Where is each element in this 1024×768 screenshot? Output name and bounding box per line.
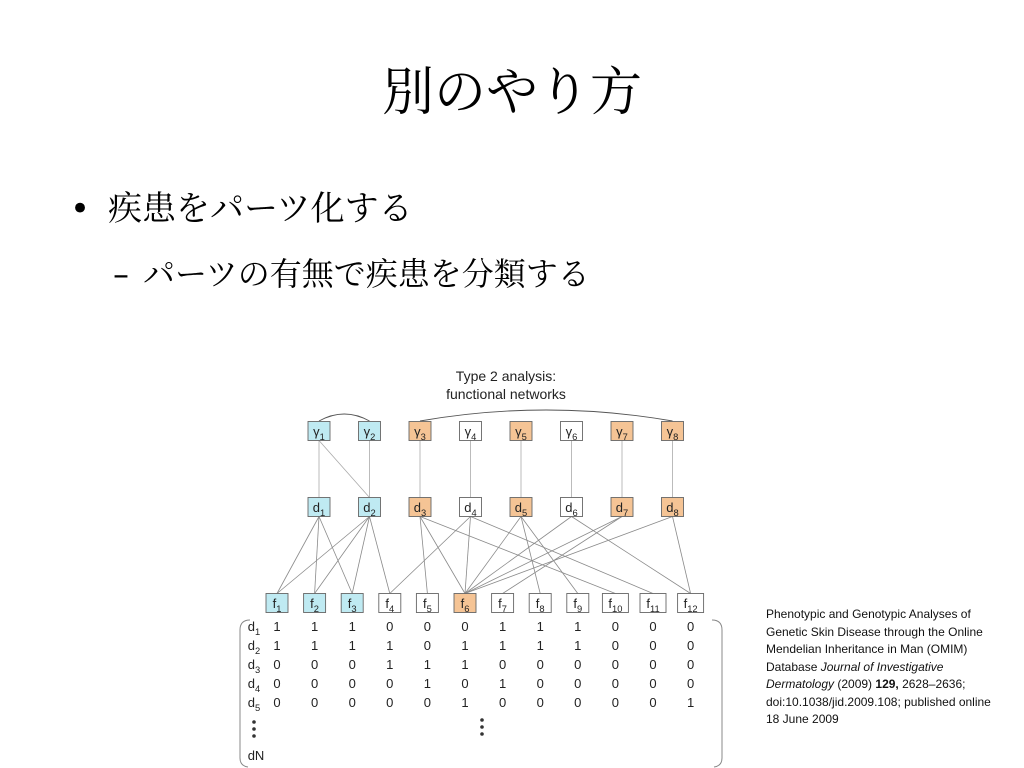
matrix-cell: 0: [574, 657, 582, 672]
network-node-label: $\gamma_5$: [515, 424, 527, 442]
disease-feature-edge: [465, 517, 572, 594]
disease-feature-edge: [673, 517, 691, 594]
disease-feature-edge: [572, 517, 691, 594]
matrix-cell: 0: [273, 657, 281, 672]
matrix-cell: 0: [536, 695, 544, 710]
sub-bullet-item: [113, 252, 590, 296]
ellipsis-dot: [252, 720, 256, 724]
matrix-cell: 0: [386, 676, 394, 691]
disease-node-label: $d_6$: [565, 500, 578, 518]
matrix-cell: 0: [498, 695, 507, 710]
matrix-row-label: $d_2$: [247, 638, 261, 656]
figure-caption: [766, 606, 992, 729]
matrix-cell: 1: [310, 638, 319, 653]
matrix-cell: 0: [310, 676, 319, 691]
network-node-label: $\gamma_8$: [666, 424, 679, 442]
disease-feature-edge: [465, 517, 471, 594]
matrix-cell: 1: [498, 676, 507, 691]
feature-node-label: $f_2$: [310, 596, 320, 614]
feature-node-label: $f_3$: [347, 596, 357, 614]
ellipsis-dot: [480, 732, 484, 736]
matrix-cell: 0: [649, 619, 657, 634]
feature-node-label: $f_8$: [535, 596, 545, 614]
feature-node-label: $f_5$: [422, 596, 432, 614]
matrix-cell: 0: [536, 657, 544, 672]
matrix-cell: 0: [686, 676, 695, 691]
matrix-cell: 1: [348, 619, 356, 634]
matrix-cell: 0: [386, 695, 394, 710]
matrix-cell: 1: [348, 638, 356, 653]
matrix-cell: 1: [686, 695, 695, 710]
disease-node-label: $d_8$: [666, 500, 679, 518]
slide-title: 別のやり方: [381, 63, 642, 123]
disease-node-label: $d_3$: [413, 500, 427, 518]
disease-feature-edge: [277, 517, 319, 594]
disease-feature-edge: [465, 517, 673, 594]
matrix-cell: 0: [423, 638, 432, 653]
bullet-item: [70, 185, 413, 233]
matrix-row-label: $d_5$: [247, 695, 261, 713]
disease-feature-edge: [521, 517, 540, 594]
matrix-cell: 0: [461, 619, 469, 634]
ellipsis-dot: [252, 727, 256, 731]
matrix-cell: 1: [498, 638, 507, 653]
network-figure: [236, 358, 726, 768]
matrix-cell: 1: [423, 676, 432, 691]
feature-node-label: $f_4$: [385, 596, 395, 614]
matrix-cell: 0: [498, 657, 507, 672]
matrix-cell: 0: [536, 676, 544, 691]
matrix-cell: 1: [536, 638, 544, 653]
ellipsis-dot: [480, 718, 484, 722]
matrix-cell: 1: [574, 638, 582, 653]
network-node-label: $\gamma_2$: [363, 424, 376, 442]
matrix-cell: 0: [611, 657, 620, 672]
feature-node-label: $f_{11}$: [646, 596, 660, 614]
disease-feature-edge: [370, 517, 390, 594]
matrix-cell: 0: [686, 638, 695, 653]
matrix-cell: 0: [273, 695, 281, 710]
caption-volume: 129,: [875, 677, 899, 691]
matrix-cell: 0: [649, 695, 657, 710]
figure-title-line1: Type 2 analysis:: [455, 368, 557, 384]
matrix-bracket: [712, 620, 722, 767]
matrix-cell: 0: [611, 619, 620, 634]
ellipsis-dot: [252, 734, 256, 738]
matrix-cell: 0: [273, 676, 281, 691]
feature-node-label: $f_7$: [498, 596, 508, 614]
network-node-label: $\gamma_1$: [313, 424, 325, 442]
matrix-cell: 0: [348, 695, 356, 710]
matrix-cell: 1: [461, 695, 469, 710]
matrix-cell: 0: [574, 695, 582, 710]
matrix-row-label: $d_1$: [247, 619, 261, 637]
matrix-cell: 1: [498, 619, 507, 634]
matrix-cell: 0: [423, 619, 432, 634]
figure-title-line2: functional networks: [446, 386, 566, 402]
network-arc: [420, 410, 673, 421]
matrix-cell: 0: [461, 676, 469, 691]
disease-node-label: $d_4$: [464, 500, 477, 518]
disease-node-label: $d_1$: [312, 500, 326, 518]
feature-node-label: $f_9$: [573, 596, 583, 614]
network-node-label: $\gamma_7$: [616, 424, 628, 442]
network-arc: [319, 414, 370, 421]
sub-bullet-text: パーツの有無で疾患を分類する: [143, 255, 590, 293]
matrix-cell: 1: [273, 638, 281, 653]
caption-journal: Journal of Investigative Dermatology: [766, 659, 944, 691]
matrix-cell: 1: [273, 619, 281, 634]
matrix-cell: 0: [348, 676, 356, 691]
feature-node-label: $f_6$: [460, 596, 470, 614]
network-disease-edge: [319, 441, 370, 498]
matrix-cell: 0: [649, 657, 657, 672]
network-node-label: $\gamma_3$: [414, 424, 426, 442]
matrix-cell: 0: [686, 619, 695, 634]
disease-feature-edge: [465, 517, 521, 594]
matrix-cell: 1: [386, 638, 394, 653]
feature-node-label: $f_{10}$: [608, 596, 623, 614]
matrix-cell: 0: [574, 676, 582, 691]
matrix-cell: 0: [649, 676, 657, 691]
disease-feature-edge: [319, 517, 352, 594]
network-node-label: $\gamma_6$: [565, 424, 578, 442]
matrix-row-label-last: dN: [247, 748, 265, 763]
caption-title: Phenotypic and Genotypic Analyses of Genetic Skin Disease through the Online Mendelian Inheritance in Man (OMIM) Database: [766, 607, 983, 674]
disease-node-label: $d_2$: [363, 500, 376, 518]
matrix-cell: 1: [461, 638, 469, 653]
disease-feature-edge: [465, 517, 622, 594]
network-node-label: $\gamma_4$: [464, 424, 477, 442]
disease-feature-edge: [503, 517, 622, 594]
matrix-cell: 0: [423, 695, 432, 710]
caption-pages: 2628–2636; doi:10.1038/jid.2009.108; published online 18 June 2009: [766, 677, 991, 726]
matrix-cell: 0: [310, 657, 319, 672]
disease-feature-edge: [315, 517, 319, 594]
matrix-cell: 0: [386, 619, 394, 634]
matrix-cell: 0: [611, 676, 620, 691]
feature-node-label: $f_{12}$: [683, 596, 698, 614]
matrix-cell: 0: [611, 695, 620, 710]
sub-bullet-symbol: –: [113, 255, 129, 293]
disease-node-label: $d_7$: [615, 500, 629, 518]
matrix-row-label: $d_3$: [247, 657, 261, 675]
matrix-cell: 1: [423, 657, 432, 672]
matrix-cell: 1: [536, 619, 544, 634]
feature-node-label: $f_1$: [272, 596, 282, 614]
matrix-cell: 0: [686, 657, 695, 672]
disease-node-label: $d_5$: [514, 500, 528, 518]
matrix-cell: 0: [348, 657, 356, 672]
matrix-row-label: $d_4$: [247, 676, 261, 694]
matrix-cell: 1: [574, 619, 582, 634]
matrix-cell: 0: [649, 638, 657, 653]
ellipsis-dot: [480, 725, 484, 729]
bullet-text: 疾患をパーツ化する: [108, 189, 413, 229]
caption-year: (2009): [834, 677, 876, 691]
matrix-cell: 1: [310, 619, 319, 634]
bullet-symbol: •: [70, 189, 91, 229]
matrix-cell: 0: [310, 695, 319, 710]
matrix-cell: 1: [461, 657, 469, 672]
matrix-cell: 0: [611, 638, 620, 653]
matrix-cell: 1: [386, 657, 394, 672]
